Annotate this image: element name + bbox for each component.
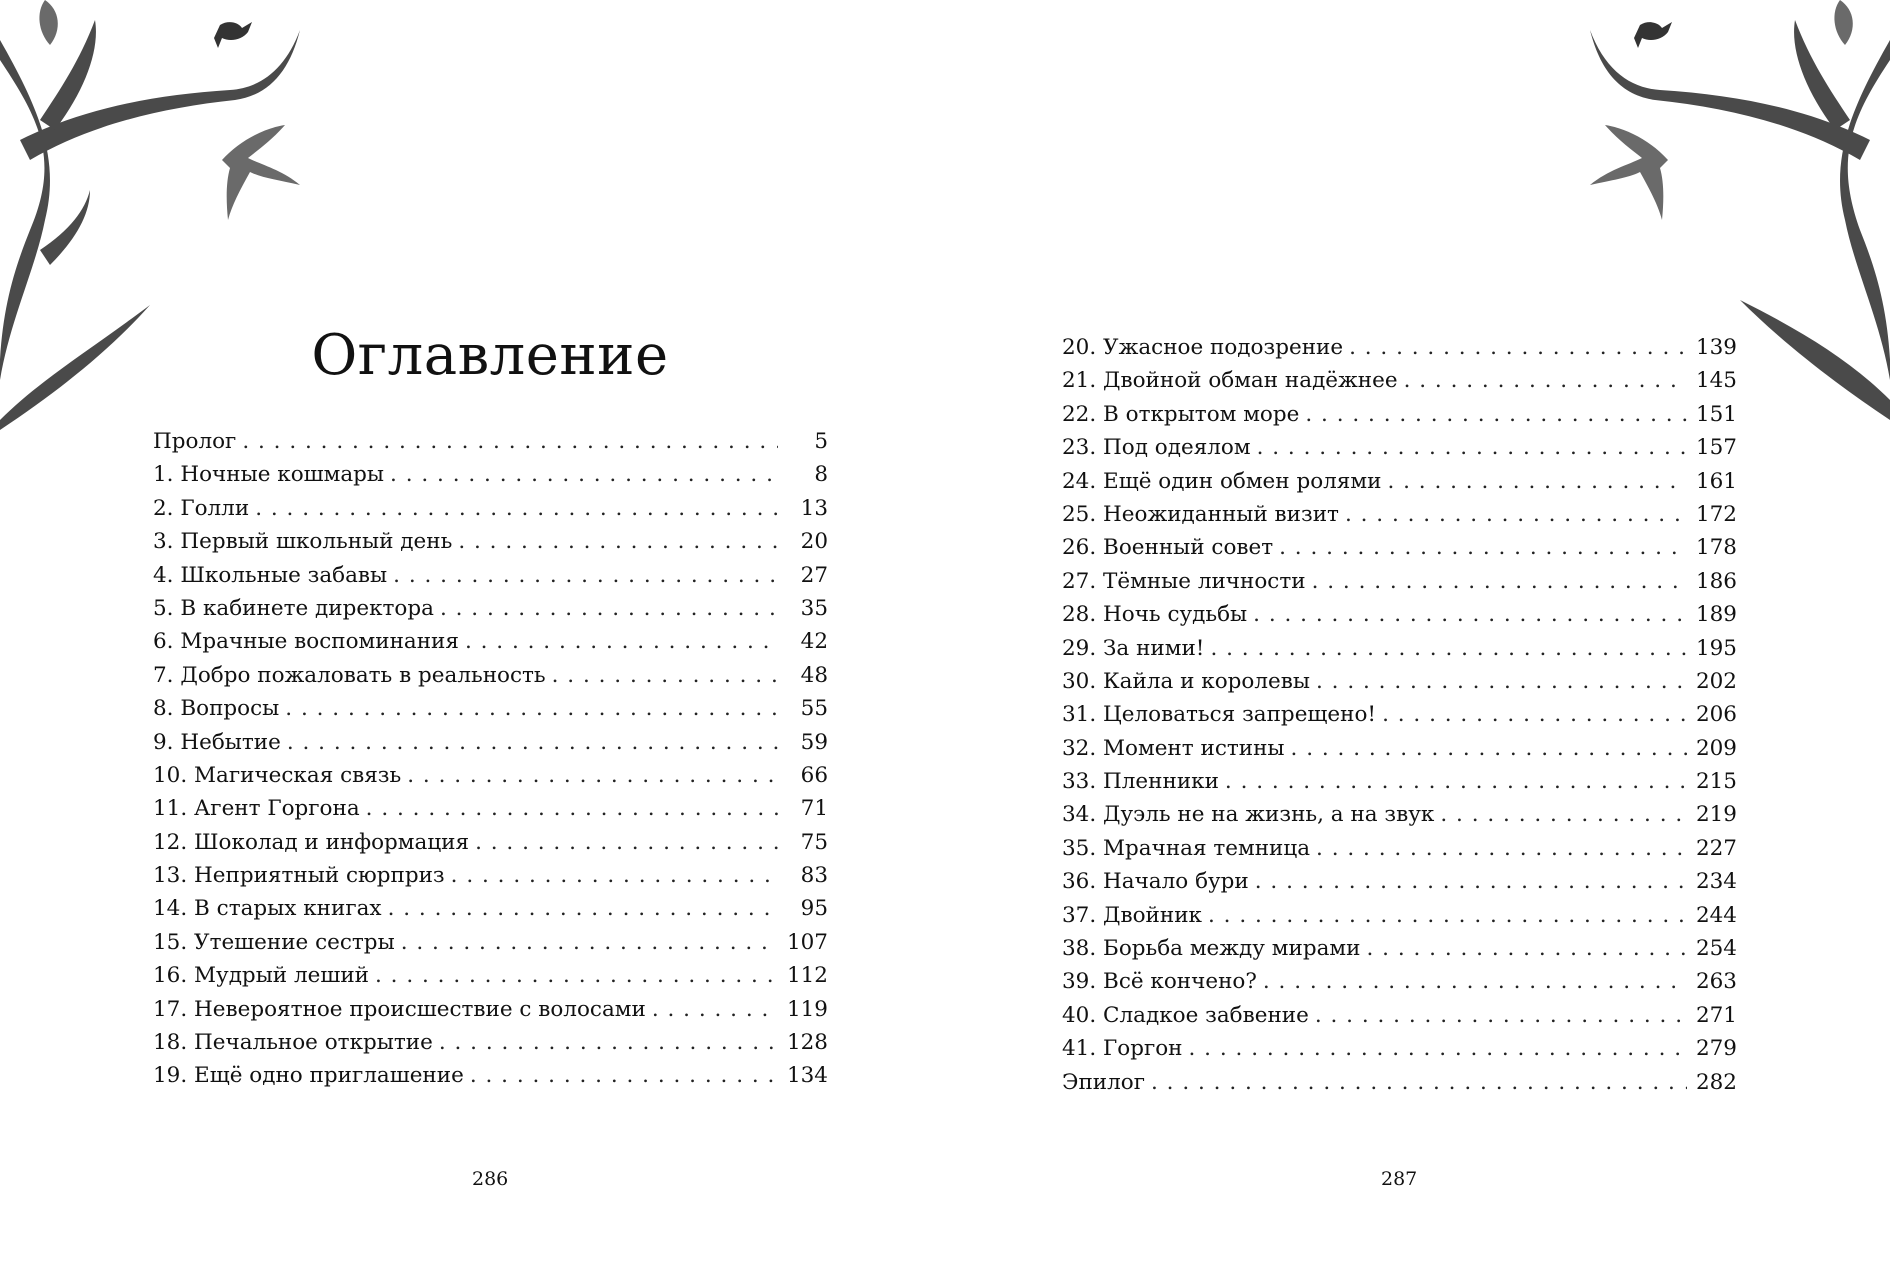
toc-entry-page: 42: [800, 629, 828, 655]
dot-leader: [1382, 698, 1687, 731]
toc-entry[interactable]: [1062, 431, 1737, 464]
toc-entry-page: 195: [1695, 635, 1737, 661]
toc-entry-label: 26. Военный совет: [1062, 535, 1274, 561]
toc-entry[interactable]: [153, 425, 828, 458]
toc-entry[interactable]: [153, 458, 828, 491]
toc-entry-label: 10. Магическая связь: [153, 762, 402, 788]
toc-entry-label: 39. Всё кончено?: [1062, 969, 1257, 995]
toc-entry[interactable]: [153, 1059, 828, 1092]
dot-leader: [1366, 932, 1687, 965]
toc-entry-label: 33. Пленники: [1062, 769, 1219, 795]
toc-entry-label: 8. Вопросы: [153, 696, 280, 722]
dot-leader: [440, 592, 778, 625]
toc-entry-label: 20. Ужасное подозрение: [1062, 335, 1344, 360]
right-page: [945, 0, 1890, 1270]
toc-entry-page: 20: [800, 529, 828, 555]
toc-entry[interactable]: [153, 926, 828, 959]
toc-entry-label: 2. Голли: [153, 495, 250, 521]
toc-entry-label: 22. В открытом море: [1062, 401, 1300, 427]
tree-branch-icon: [1740, 300, 1890, 420]
toc-entry[interactable]: [1062, 732, 1737, 765]
dot-leader: [1404, 364, 1687, 397]
toc-entry-label: 7. Добро пожаловать в реальность: [153, 662, 546, 688]
toc-entry-label: 16. Мудрый леший: [153, 963, 369, 989]
toc-entry[interactable]: [1062, 698, 1737, 731]
dot-leader: [407, 759, 778, 792]
toc-entry-label: 36. Начало бури: [1062, 869, 1249, 895]
swallow-icon: [1590, 125, 1668, 220]
toc-entry-page: 219: [1695, 802, 1737, 828]
toc-entry-label: 38. Борьба между мирами: [1062, 936, 1361, 962]
toc-entry-label: 1. Ночные кошмары: [153, 462, 385, 488]
toc-entry[interactable]: [1062, 598, 1737, 631]
toc-entry-page: 161: [1695, 468, 1737, 494]
dot-leader: [1315, 999, 1687, 1032]
toc-entry-page: 8: [814, 462, 828, 488]
dot-leader: [1253, 598, 1687, 631]
toc-entry-label: 3. Первый школьный день: [153, 529, 453, 555]
toc-entry-page: 119: [786, 996, 828, 1022]
dot-leader: [255, 492, 778, 525]
dot-leader: [552, 659, 778, 692]
toc-entry-page: 59: [800, 729, 828, 755]
toc-entry[interactable]: [153, 759, 828, 792]
toc-entry-label: 27. Тёмные личности: [1062, 568, 1306, 594]
toc-entry[interactable]: [153, 792, 828, 825]
bird-icon: [1634, 22, 1672, 48]
dot-leader: [1316, 832, 1687, 865]
toc-entry[interactable]: [1062, 1032, 1737, 1065]
toc-entry[interactable]: [153, 625, 828, 658]
toc-entry-page: 55: [800, 696, 828, 722]
toc-entry-label: 15. Утешение сестры: [153, 929, 395, 955]
toc-entry-page: 75: [800, 829, 828, 855]
toc-entry-page: 189: [1695, 602, 1737, 628]
toc-entry[interactable]: [153, 525, 828, 558]
toc-entry[interactable]: [1062, 531, 1737, 564]
toc-entry-page: 209: [1695, 735, 1737, 761]
toc-entry-page: 157: [1695, 435, 1737, 461]
toc-entry-page: 178: [1695, 535, 1737, 561]
dot-leader: [1151, 1066, 1687, 1099]
toc-entry[interactable]: [153, 993, 828, 1026]
dot-leader: [1345, 498, 1687, 531]
toc-entry[interactable]: [1062, 798, 1737, 831]
dot-leader: [1312, 565, 1687, 598]
toc-entry-label: 31. Целоваться запрещено!: [1062, 702, 1377, 728]
toc-entry-label: 9. Небытие: [153, 729, 281, 755]
toc-entry-label: 29. За ними!: [1062, 635, 1205, 661]
dot-leader: [1291, 732, 1687, 765]
toc-entry-label: 11. Агент Горгона: [153, 796, 360, 822]
toc-entry[interactable]: [153, 1026, 828, 1059]
dot-leader: [470, 1059, 778, 1092]
toc-entry[interactable]: [1062, 465, 1737, 498]
toc-entry-label: 25. Неожиданный визит: [1062, 501, 1339, 527]
toc-entry-label: 41. Горгон: [1062, 1036, 1183, 1062]
toc-entry-page: 151: [1695, 401, 1737, 427]
dot-leader: [375, 959, 778, 992]
toc-entry-page: 71: [800, 796, 828, 822]
toc-entry-label: 32. Момент истины: [1062, 735, 1285, 761]
toc-entry-page: 128: [786, 1030, 828, 1056]
toc-entry-label: 23. Под одеялом: [1062, 435, 1251, 461]
toc-entry[interactable]: [1062, 765, 1737, 798]
dot-leader: [388, 892, 778, 925]
toc-entry-label: 4. Школьные забавы: [153, 562, 388, 588]
dot-leader: [1257, 431, 1687, 464]
dot-leader: [1316, 665, 1687, 698]
toc-entry-label: 40. Сладкое забвение: [1062, 1002, 1309, 1028]
toc-entry-label: 14. В старых книгах: [153, 896, 382, 922]
toc-entry[interactable]: [153, 859, 828, 892]
dot-leader: [285, 692, 778, 725]
toc-entry-page: 279: [1695, 1036, 1737, 1062]
dot-leader: [439, 1026, 778, 1059]
toc-entry-page: 282: [1695, 1069, 1737, 1095]
dot-leader: [1279, 531, 1687, 564]
toc-entry-label: 13. Неприятный сюрприз: [153, 863, 445, 889]
toc-entry-label: 28. Ночь судьбы: [1062, 602, 1248, 628]
bird-icon: [214, 22, 252, 48]
toc-entry-page: 227: [1695, 835, 1737, 861]
table-of-contents-left: [153, 425, 828, 1093]
toc-entry[interactable]: [153, 492, 828, 525]
toc-entry[interactable]: [153, 826, 828, 859]
toc-entry-label: 12. Шоколад и информация: [153, 829, 470, 855]
swallow-icon: [222, 125, 300, 220]
dot-leader: [1305, 398, 1687, 431]
toc-entry[interactable]: [153, 892, 828, 925]
toc-entry-page: 172: [1695, 501, 1737, 527]
toc-entry-label: 30. Кайла и королевы: [1062, 668, 1310, 694]
toc-entry[interactable]: [1062, 1066, 1737, 1099]
toc-entry[interactable]: [153, 959, 828, 992]
toc-entry-page: 83: [800, 863, 828, 889]
toc-entry[interactable]: [1062, 832, 1737, 865]
dot-leader: [1349, 331, 1687, 364]
toc-entry-page: 13: [800, 495, 828, 521]
dot-leader: [1440, 798, 1687, 831]
dot-leader: [451, 859, 778, 892]
dot-leader: [287, 726, 778, 759]
toc-entry-label: 34. Дуэль не на жизнь, а на звук: [1062, 802, 1435, 828]
toc-entry-page: 186: [1695, 568, 1737, 594]
toc-entry[interactable]: [1062, 899, 1737, 932]
dot-leader: [475, 826, 778, 859]
toc-entry-page: 48: [800, 662, 828, 688]
toc-entry-label: 18. Печальное открытие: [153, 1030, 433, 1056]
toc-entry-label: 37. Двойник: [1062, 902, 1202, 928]
toc-entry[interactable]: [1062, 865, 1737, 898]
toc-entry-page: 145: [1695, 368, 1737, 394]
dot-leader: [1210, 632, 1687, 665]
page-number: 287: [1381, 1168, 1418, 1190]
toc-entry-label: 24. Ещё один обмен ролями: [1062, 468, 1382, 494]
toc-entry-page: 35: [800, 595, 828, 621]
toc-entry-page: 206: [1695, 702, 1737, 728]
page-title: Оглавление: [311, 323, 669, 388]
toc-entry-page: 271: [1695, 1002, 1737, 1028]
dot-leader: [390, 458, 778, 491]
toc-entry[interactable]: [1062, 364, 1737, 397]
toc-entry[interactable]: [1062, 398, 1737, 431]
toc-entry[interactable]: [153, 559, 828, 592]
dot-leader: [242, 425, 778, 458]
toc-entry[interactable]: [153, 726, 828, 759]
toc-entry[interactable]: [153, 659, 828, 692]
dot-leader: [1208, 899, 1687, 932]
dot-leader: [1225, 765, 1687, 798]
toc-entry[interactable]: [1062, 565, 1737, 598]
toc-entry-page: 254: [1695, 936, 1737, 962]
toc-entry-page: 66: [800, 762, 828, 788]
toc-entry-page: 107: [786, 929, 828, 955]
dot-leader: [1189, 1032, 1687, 1065]
toc-entry-label: 21. Двойной обман надёжнее: [1062, 368, 1398, 394]
leaf-icon: [39, 0, 57, 45]
toc-entry-page: 112: [786, 963, 828, 989]
toc-entry-label: Пролог: [153, 429, 237, 454]
toc-entry-page: 95: [800, 896, 828, 922]
toc-entry[interactable]: [1062, 632, 1737, 665]
toc-entry-page: 263: [1695, 969, 1737, 995]
toc-entry[interactable]: [1062, 932, 1737, 965]
dot-leader: [366, 792, 778, 825]
toc-entry-label: 6. Мрачные воспоминания: [153, 629, 459, 655]
dot-leader: [1387, 465, 1687, 498]
toc-entry-label: 35. Мрачная темница: [1062, 835, 1311, 861]
dot-leader: [393, 559, 778, 592]
dot-leader: [401, 926, 778, 959]
dot-leader: [1255, 865, 1687, 898]
toc-entry-page: 139: [1695, 335, 1737, 360]
toc-entry-label: 17. Невероятное происшествие с волосами: [153, 996, 646, 1022]
leaf-icon: [1834, 0, 1852, 45]
toc-entry-page: 215: [1695, 769, 1737, 795]
toc-entry[interactable]: [1062, 665, 1737, 698]
toc-entry[interactable]: [1062, 498, 1737, 531]
toc-entry[interactable]: [1062, 331, 1737, 364]
toc-entry-page: 202: [1695, 668, 1737, 694]
toc-entry-page: 244: [1695, 902, 1737, 928]
dot-leader: [465, 625, 778, 658]
toc-entry[interactable]: [1062, 965, 1737, 998]
toc-entry[interactable]: [1062, 999, 1737, 1032]
toc-entry[interactable]: [153, 592, 828, 625]
toc-entry-page: 234: [1695, 869, 1737, 895]
page-number: 286: [472, 1168, 509, 1190]
dot-leader: [652, 993, 778, 1026]
toc-entry-page: 27: [800, 562, 828, 588]
toc-entry-page: 5: [814, 429, 828, 454]
table-of-contents-right: [1062, 331, 1737, 1099]
dot-leader: [458, 525, 778, 558]
toc-entry-label: 19. Ещё одно приглашение: [153, 1063, 464, 1089]
toc-entry-page: 134: [786, 1063, 828, 1089]
dot-leader: [1263, 965, 1687, 998]
toc-entry-label: 5. В кабинете директора: [153, 595, 434, 621]
toc-entry[interactable]: [153, 692, 828, 725]
toc-entry-label: Эпилог: [1062, 1069, 1145, 1095]
